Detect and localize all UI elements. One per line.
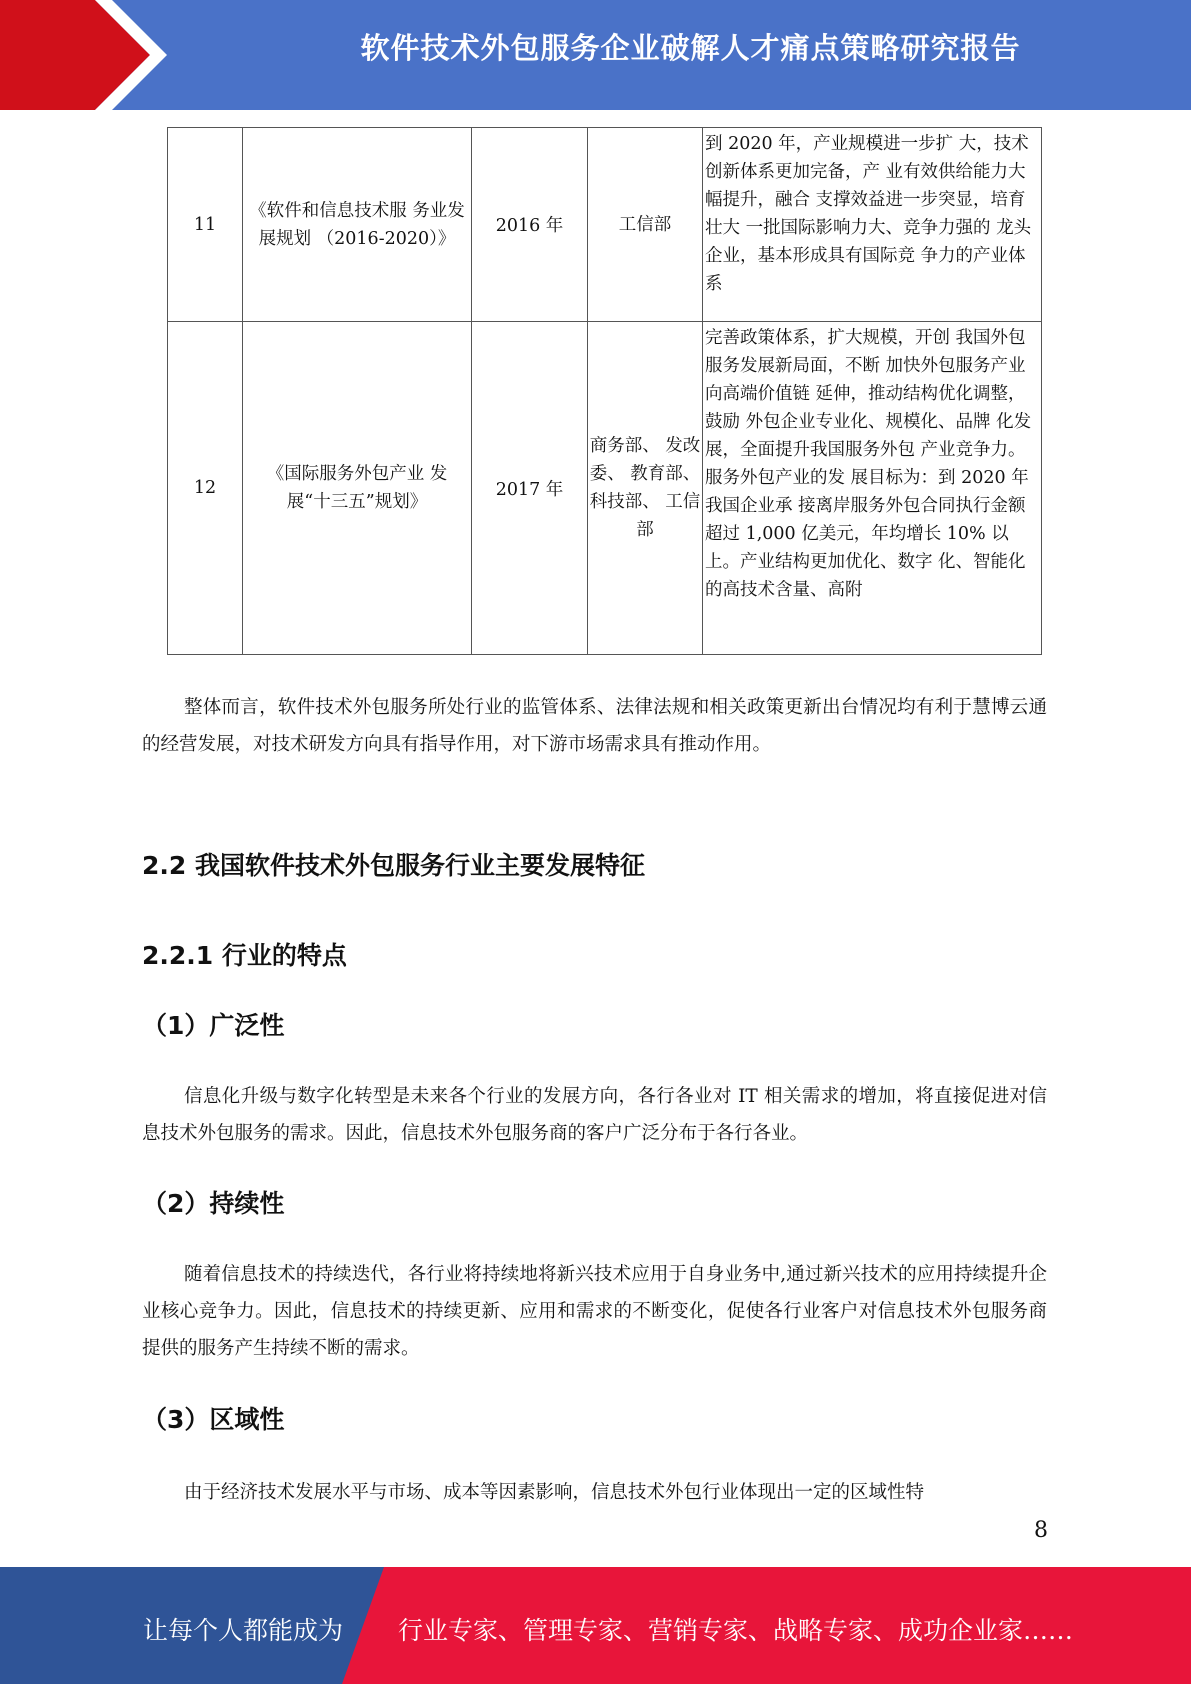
policy-name: 《国际服务外包产业 发展“十三五”规划》 bbox=[243, 322, 472, 655]
report-title: 软件技术外包服务企业破解人才痛点策略研究报告 bbox=[360, 31, 1021, 65]
policy-name: 《软件和信息技术服 务业发展规划 （2016-2020）》 bbox=[243, 128, 472, 322]
footer-slogan-right: 行业专家、管理专家、营销专家、战略专家、成功企业家…… bbox=[398, 1616, 1074, 1645]
policy-goal: 完善政策体系，扩大规模，开创 我国外包服务发展新局面，不断 加快外包服务产业向高端价值链 延伸，推动结构优化调整，鼓励 外包企业专业化、规模化、品牌 化发展，全面提升我国服务外包 产业竞争力。服务外包产业的发 展目标为：到 2020 年我国企业承 接离岸服务外包合同执行金额超过 1,000 亿美元，年均增长 10% 以上。产业结构更加优化、数字 化、智能化的高技术含量、高附 bbox=[703, 322, 1042, 655]
paragraph-continuity: 随着信息技术的持续迭代，各行业将持续地将新兴技术应用于自身业务中,通过新兴技术的应用持续提升企业核心竞争力。因此，信息技术的持续更新、应用和需求的不断变化，促使各行业客户对信息技术外包服务商提供的服务产生持续不断的需求。 bbox=[142, 1264, 1047, 1359]
subheading-regionality: （3）区域性 bbox=[142, 1405, 285, 1434]
summary-paragraph: 整体而言，软件技术外包服务所处行业的监管体系、法律法规和相关政策更新出台情况均有利于慧博云通的经营发展，对技术研发方向具有指导作用，对下游市场需求具有推动作用。 bbox=[142, 697, 1047, 755]
row-number: 12 bbox=[168, 322, 243, 655]
footer-slogan-left: 让每个人都能成为 bbox=[143, 1616, 344, 1645]
page-header bbox=[0, 0, 1191, 110]
policy-table bbox=[167, 127, 1042, 655]
page-footer bbox=[0, 1567, 1191, 1684]
page-number: 8 bbox=[1034, 1518, 1048, 1543]
section-heading-2-2: 2.2 我国软件技术外包服务行业主要发展特征 bbox=[142, 851, 645, 880]
subheading-breadth: （1）广泛性 bbox=[142, 1011, 285, 1040]
table-row bbox=[168, 322, 1042, 655]
table-row bbox=[168, 128, 1042, 322]
policy-year: 2016 年 bbox=[472, 128, 588, 322]
section-heading-2-2-1: 2.2.1 行业的特点 bbox=[142, 941, 347, 970]
policy-department: 商务部、 发改委、 教育部、 科技部、 工信部 bbox=[588, 322, 703, 655]
policy-department: 工信部 bbox=[588, 128, 703, 322]
policy-goal: 到 2020 年，产业规模进一步扩 大，技术创新体系更加完备，产 业有效供给能力大幅提升，融合 支撑效益进一步突显，培育壮大 一批国际影响力大、竞争力强的 龙头企业，基本形成具有国际竞 争力的产业体系 bbox=[703, 128, 1042, 322]
subheading-continuity: （2）持续性 bbox=[142, 1189, 285, 1218]
policy-year: 2017 年 bbox=[472, 322, 588, 655]
row-number: 11 bbox=[168, 128, 243, 322]
paragraph-breadth: 信息化升级与数字化转型是未来各个行业的发展方向，各行各业对 IT 相关需求的增加，将直接促进对信息技术外包服务的需求。因此，信息技术外包服务商的客户广泛分布于各行各业。 bbox=[142, 1086, 1047, 1144]
paragraph-regionality: 由于经济技术发展水平与市场、成本等因素影响，信息技术外包行业体现出一定的区域性特 bbox=[184, 1482, 925, 1503]
